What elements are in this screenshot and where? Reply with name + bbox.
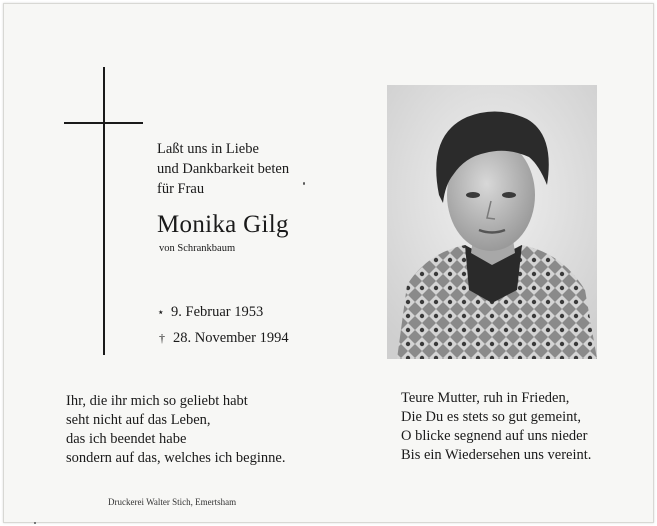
death-cross-icon: † (159, 331, 165, 345)
printer-credit: Druckerei Walter Stich, Emertsham (108, 497, 237, 507)
paper-speck (34, 522, 36, 524)
deceased-name: Monika Gilg (157, 211, 289, 238)
birth-date-line (157, 304, 263, 321)
poem-right-line: Die Du es stets so gut gemeint, (401, 409, 582, 425)
deceased-origin: von Schrankbaum (159, 243, 236, 254)
intro-line-1: Laßt uns in Liebe (157, 141, 259, 157)
death-date-line (159, 330, 289, 347)
intro-line-3: für Frau (157, 181, 205, 197)
poem-right (401, 389, 591, 465)
intro-line-2: und Dankbarkeit beten (157, 161, 290, 177)
cross-icon (103, 67, 105, 355)
poem-left-line: seht nicht auf das Leben, (66, 412, 211, 428)
paper-speck (303, 182, 305, 185)
birth-star-icon: ⋆ (157, 305, 165, 319)
death-date: 28. November 1994 (173, 330, 289, 346)
portrait-photo (387, 85, 597, 359)
intro-text (157, 139, 289, 199)
cross-bar-icon (64, 122, 143, 124)
poem-right-line: Teure Mutter, ruh in Frieden, (401, 390, 570, 406)
portrait-illustration (387, 85, 597, 359)
birth-date: 9. Februar 1953 (171, 304, 264, 320)
poem-left (66, 392, 285, 468)
poem-left-line: sondern auf das, welches ich beginne. (66, 450, 286, 466)
poem-right-line: Bis ein Wiedersehen uns vereint. (401, 447, 592, 463)
poem-left-line: Ihr, die ihr mich so geliebt habt (66, 393, 248, 409)
poem-left-line: das ich beendet habe (66, 431, 187, 447)
memorial-card (3, 3, 654, 523)
poem-right-line: O blicke segnend auf uns nieder (401, 428, 588, 444)
